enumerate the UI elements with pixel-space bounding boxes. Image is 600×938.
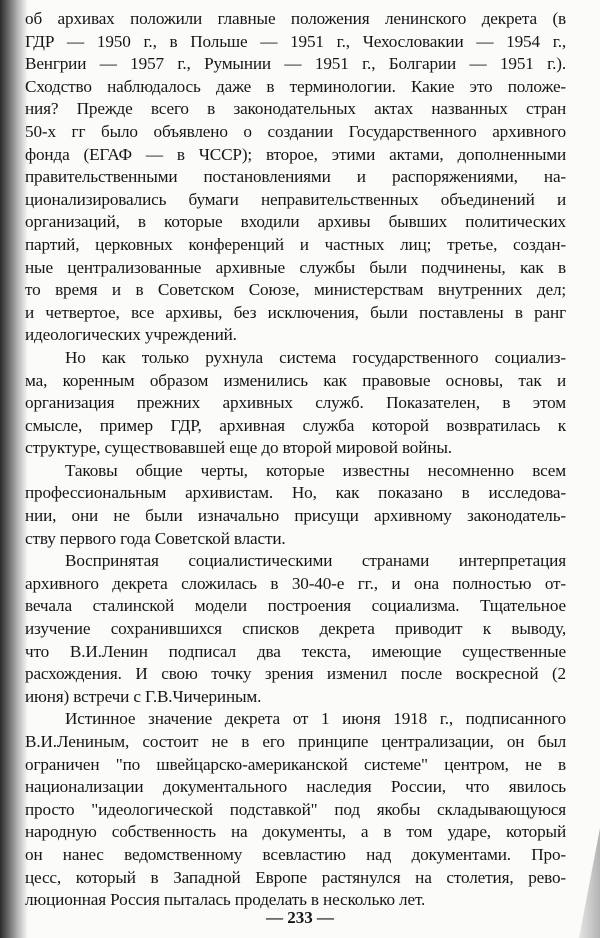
text-line: ционализировались бумаги неправительственных объединений и — [25, 189, 566, 209]
text-line: 50-х гг было объявлено о создании Государственного архивного — [25, 121, 566, 141]
page-number: — 233 — — [266, 908, 334, 927]
text-line: об архивах положили главные положения ленинского декрета (в — [25, 9, 566, 28]
text-line: нии, они не были изначально присущи архивному законодатель- — [25, 506, 566, 526]
text-line: народную собственность на документы, а в том ударе, который — [25, 822, 566, 842]
paragraph-3 — [25, 460, 566, 550]
text-line: смысле, пример ГДР, архивная служба которой возвратилась к — [25, 415, 566, 435]
text-line: правительственными постановлениями и распоряжениями, на- — [25, 167, 566, 187]
text-line: Но как только рухнула система государственного социализ- — [65, 347, 566, 367]
text-line: идеологических учреждений. — [25, 325, 237, 345]
text-line: Венгрии — 1957 г., Румынии — 1951 г., Болгарии — 1951 г.). — [25, 54, 566, 74]
text-line: архивного декрета сложилась в 30-40-е гг., и она полностью от- — [25, 573, 566, 593]
text-line: структуре, существовавшей еще до второй мировой войны. — [25, 438, 452, 458]
paragraph-4 — [25, 550, 566, 708]
text-line: Истинное значение декрета от 1 июня 1918 г., подписанного — [65, 709, 566, 729]
text-line: июня) встречи с Г.В.Чичериным. — [25, 686, 262, 706]
text-line: национализации документального наследия России, что явилось — [25, 777, 566, 797]
text-line: просто "идеологической подставкой" под якобы складывающуюся — [25, 799, 566, 819]
text-line: Таковы общие черты, которые известны несомненно всем — [65, 460, 566, 480]
text-line: партий, церковных конференций и частных лиц; третье, создан- — [25, 234, 566, 254]
paragraph-2 — [25, 347, 566, 460]
text-line: расхождения. И свою точку зрения изменил после воскресной (2 — [25, 664, 566, 684]
text-line: ству первого года Советской власти. — [25, 528, 286, 548]
text-line: Сходство наблюдалось даже в терминологии. Какие это положе- — [25, 76, 566, 96]
text-line: ГДР — 1950 г., в Польше — 1951 г., Чехословакии — 1954 г., — [25, 31, 566, 51]
text-line: организаций, в которые входили архивы бывших политических — [25, 212, 566, 232]
text-line: фонда (ЕГАФ — в ЧССР); второе, этими актами, дополненными — [25, 144, 566, 164]
page-body — [25, 8, 566, 912]
text-line: что В.И.Ленин подписал два текста, имеющие существенные — [25, 641, 566, 661]
text-line: вечала сталинской модели построения социализма. Тщательное — [25, 596, 566, 616]
book-spine-shadow — [0, 0, 28, 938]
text-line: организация прежних архивных служб. Показателен, в этом — [25, 393, 566, 413]
text-line: и четвертое, все архивы, без исключения, были поставлены в ранг — [25, 302, 566, 322]
text-line: ния? Прежде всего в законодательных актах названных стран — [25, 99, 566, 119]
text-line: люционная Россия пыталась проделать в несколько лет. — [25, 890, 426, 910]
text-line: он нанес ведомственному всевластию над документами. Про- — [25, 844, 566, 864]
text-line: профессиональным архивистам. Но, как показано в исследова- — [25, 483, 566, 503]
paragraph-1 — [25, 8, 566, 347]
text-line: то время и в Советском Союзе, министерствам внутренних дел; — [25, 280, 566, 300]
paragraph-5 — [25, 708, 566, 911]
text-line: В.И.Лениным, состоит не в его принципе централизации, он был — [25, 732, 566, 751]
text-line: цесс, который в Западной Европе растянулся на столетия, рево- — [25, 867, 566, 887]
text-line: ограничен "по швейцарско-американской системе" центром, не в — [25, 754, 566, 774]
text-line: изучение сохранившихся списков декрета приводит к выводу, — [25, 619, 566, 639]
text-line: ма, коренным образом изменились как правовые основы, так и — [25, 370, 566, 390]
text-line: ные централизованные архивные службы были подчинены, как в — [25, 257, 566, 277]
text-line: Воспринятая социалистическими странами интерпретация — [65, 551, 566, 571]
